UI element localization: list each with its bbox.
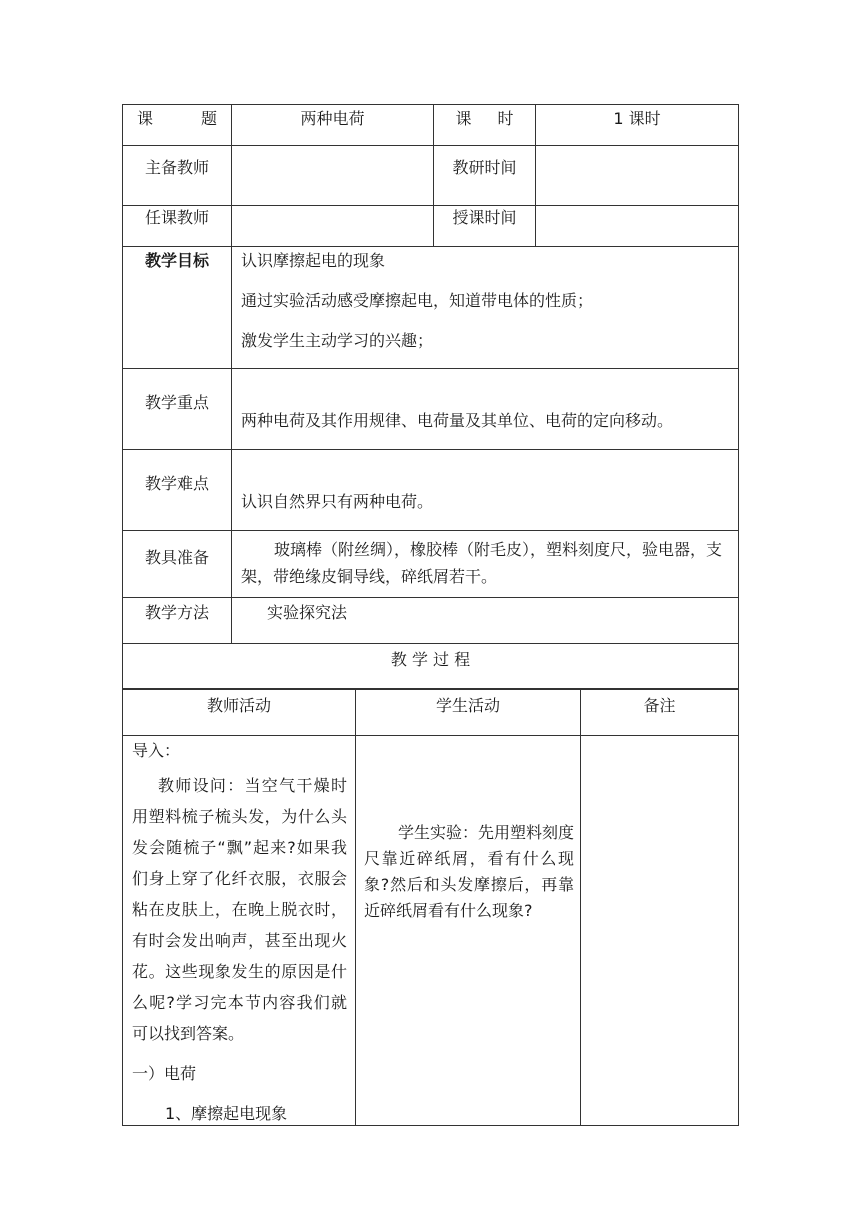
col-teacher-header: 教师活动: [123, 690, 356, 736]
difficulties-label: 教学难点: [123, 450, 232, 531]
goal-item-1: 认识摩擦起电的现象: [241, 251, 386, 270]
process-title: 教 学 过 程: [123, 644, 739, 689]
col-notes-header: 备注: [581, 690, 739, 736]
research-time-label: 教研时间: [434, 146, 536, 206]
teaching-process-table: [122, 689, 739, 1126]
goal-item-2: 通过实验活动感受摩擦起电，知道带电体的性质；: [241, 291, 594, 310]
col-student-header: 学生活动: [356, 690, 581, 736]
lesson-info-table: [122, 104, 739, 689]
goal-item-3: 激发学生主动学习的兴趣；: [241, 331, 434, 350]
difficulties-text: 认识自然界只有两种电荷。: [232, 450, 739, 531]
methods-text: 实验探究法: [232, 598, 739, 644]
teacher-value: [232, 206, 434, 247]
goals-label: 教学目标: [123, 247, 232, 369]
methods-label: 教学方法: [123, 598, 232, 644]
period-label-cell: [434, 105, 536, 146]
tools-label: 教具准备: [123, 531, 232, 598]
teacher-intro: 导入：: [132, 741, 181, 760]
teacher-activity-cell: [123, 736, 356, 1126]
class-time-value: [536, 206, 739, 247]
section-1-1-heading: 1、摩擦起电现象: [165, 1104, 288, 1123]
period-label-a: 课: [455, 109, 472, 128]
topic-label-cell: [123, 105, 232, 146]
teacher-question: 教师设问：当空气干燥时用塑料梳子梳头发，为什么头发会随梳子“飘”起来?如果我们身上穿了化纤衣服，衣服会粘在皮肤上，在晚上脱衣时，有时会发出响声，甚至出现火花。这些现象发生的原因是什么呢?学习完本节内容我们就可以找到答案。: [132, 776, 347, 1043]
lead-teacher-label: 主备教师: [123, 146, 232, 206]
key-points-text: 两种电荷及其作用规律、电荷量及其单位、电荷的定向移动。: [232, 369, 739, 450]
section-1-heading: 一）电荷: [132, 1064, 197, 1083]
period-label-b: 时: [497, 109, 514, 128]
teacher-label: 任课教师: [123, 206, 232, 247]
topic-value: 两种电荷: [232, 105, 434, 146]
topic-label-a: 课: [137, 109, 154, 128]
class-time-label: 授课时间: [434, 206, 536, 247]
key-points-label: 教学重点: [123, 369, 232, 450]
period-value: 1 课时: [536, 105, 739, 146]
topic-label-b: 题: [200, 109, 217, 128]
student-activity-cell: [356, 736, 581, 1126]
tools-text: 玻璃棒（附丝绸），橡胶棒（附毛皮），塑料刻度尺，验电器，支架，带绝缘皮铜导线，碎纸屑若干。: [232, 531, 739, 598]
research-time-value: [536, 146, 739, 206]
student-experiment: 学生实验：先用塑料刻度尺靠近碎纸屑，看有什么现象?然后和头发摩擦后，再靠近碎纸屑看有什么现象?: [364, 823, 575, 920]
lead-teacher-value: [232, 146, 434, 206]
notes-cell: [581, 736, 739, 1126]
goals-cell: [232, 247, 739, 369]
